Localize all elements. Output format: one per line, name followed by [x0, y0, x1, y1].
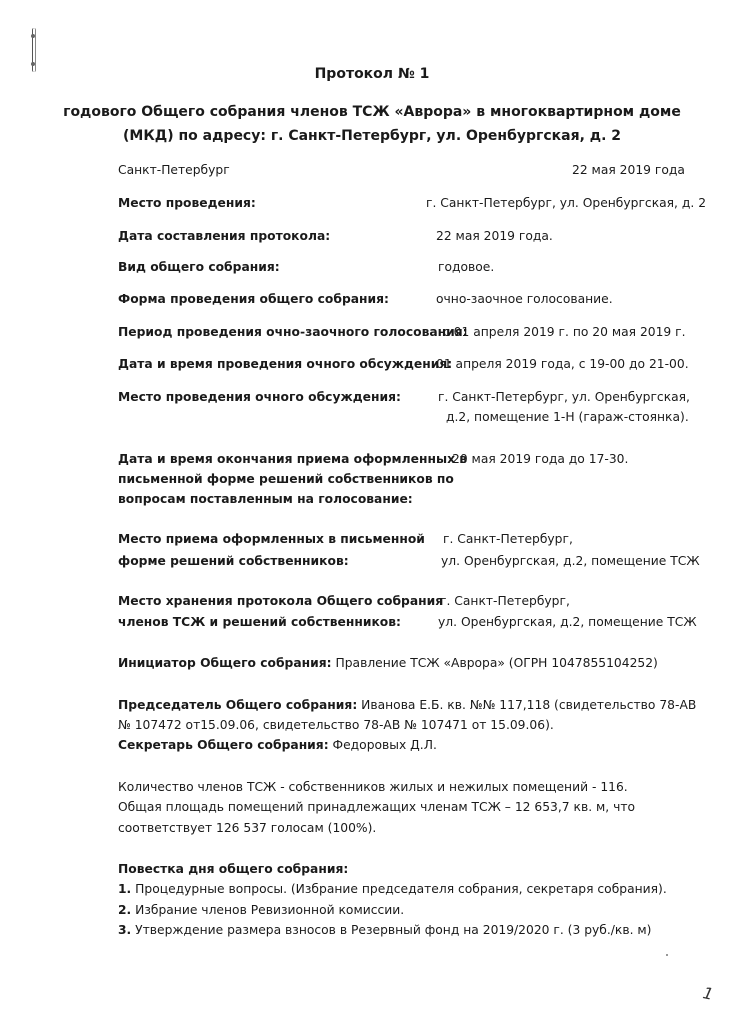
chair-line1 [118, 697, 696, 713]
agenda-item [118, 922, 651, 938]
scan-speck [666, 954, 668, 956]
meeting-place-value-line1: г. Санкт-Петербург, ул. Оренбургская, [438, 390, 690, 404]
reception-value-line2: ул. Оренбургская, д.2, помещение ТСЖ [441, 554, 700, 568]
kind-label: Вид общего собрания: [118, 260, 280, 274]
meeting-datetime-value: 01 апреля 2019 года, с 19-00 до 21-00. [436, 357, 689, 371]
protocol-subtitle-line1: годового Общего собрания членов ТСЖ «Аврора» в многоквартирном доме [63, 104, 681, 120]
storage-value-line2: ул. Оренбургская, д.2, помещение ТСЖ [438, 615, 697, 629]
agenda-item-text: Утверждение размера взносов в Резервный фонд на 2019/2020 г. (3 руб./кв. м) [131, 923, 652, 937]
initiator-line [118, 655, 658, 671]
agenda-item [118, 881, 667, 897]
agenda-item-number: 2. [118, 903, 132, 917]
venue-value: г. Санкт-Петербург, ул. Оренбургская, д. 2 [426, 196, 707, 210]
city: Санкт-Петербург [118, 163, 230, 177]
stats-line2: Общая площадь помещений принадлежащих членам ТСЖ – 12 653,7 кв. м, что [118, 800, 636, 814]
venue-label: Место проведения: [118, 196, 256, 210]
deadline-label-line3: вопросам поставленным на голосование: [118, 492, 413, 506]
protocol-subtitle-line2: (МКД) по адресу: г. Санкт-Петербург, ул. Оренбургская, д. 2 [122, 128, 622, 144]
meeting-place-label: Место проведения очного обсуждения: [118, 390, 401, 404]
period-label: Период проведения очно-заочного голосования: [118, 325, 468, 339]
stats-line1: Количество членов ТСЖ - собственников жилых и нежилых помещений - 116. [118, 780, 628, 794]
agenda-item-number: 3. [118, 923, 132, 937]
drafted-label: Дата составления протокола: [118, 229, 331, 243]
drafted-value: 22 мая 2019 года. [436, 229, 553, 243]
reception-label-line1: Место приема оформленных в письменной [118, 532, 425, 546]
secretary-value: Федоровых Д.Л. [328, 738, 437, 752]
protocol-title: Протокол № 1 [314, 66, 430, 82]
initiator-value: Правление ТСЖ «Аврора» (ОГРН 1047855104252) [331, 656, 658, 670]
agenda-item [118, 902, 404, 918]
chair-label: Председатель Общего собрания: [118, 698, 358, 712]
storage-value-line1: г. Санкт-Петербург, [440, 594, 570, 608]
secretary-label: Секретарь Общего собрания: [118, 738, 329, 752]
agenda-title: Повестка дня общего собрания: [118, 862, 349, 876]
form-value: очно-заочное голосование. [436, 292, 613, 306]
form-label: Форма проведения общего собрания: [118, 292, 389, 306]
reception-value-line1: г. Санкт-Петербург, [443, 532, 573, 546]
meeting-place-value-line2: д.2, помещение 1-Н (гараж-стоянка). [446, 410, 689, 424]
document-date: 22 мая 2019 года [572, 163, 685, 177]
stats-line3: соответствует 126 537 голосам (100%). [118, 821, 377, 835]
reception-label-line2: форме решений собственников: [118, 554, 349, 568]
initiator-label: Инициатор Общего собрания: [118, 656, 332, 670]
chair-value-line1: Иванова Е.Б. кв. №№ 117,118 (свидетельство 78-АВ [357, 698, 697, 712]
chair-value-line2: № 107472 от15.09.06, свидетельство 78-АВ № 107471 от 15.09.06). [118, 718, 554, 732]
deadline-label-line1: Дата и время окончания приема оформленных в [118, 452, 468, 466]
kind-value: годовое. [438, 260, 495, 274]
meeting-datetime-label: Дата и время проведения очного обсуждения: [118, 357, 453, 371]
deadline-label-line2: письменной форме решений собственников по [118, 472, 454, 486]
deadline-value: 20 мая 2019 года до 17-30. [452, 452, 629, 466]
page-number: 1 [701, 983, 716, 1004]
agenda-item-text: Избрание членов Ревизионной комиссии. [131, 903, 405, 917]
agenda-item-text: Процедурные вопросы. (Избрание председателя собрания, секретаря собрания). [131, 882, 667, 896]
secretary-line [118, 737, 437, 753]
agenda-item-number: 1. [118, 882, 132, 896]
storage-label-line1: Место хранения протокола Общего собрания [118, 594, 444, 608]
storage-label-line2: членов ТСЖ и решений собственников: [118, 615, 401, 629]
period-value: с 01 апреля 2019 г. по 20 мая 2019 г. [443, 325, 686, 339]
